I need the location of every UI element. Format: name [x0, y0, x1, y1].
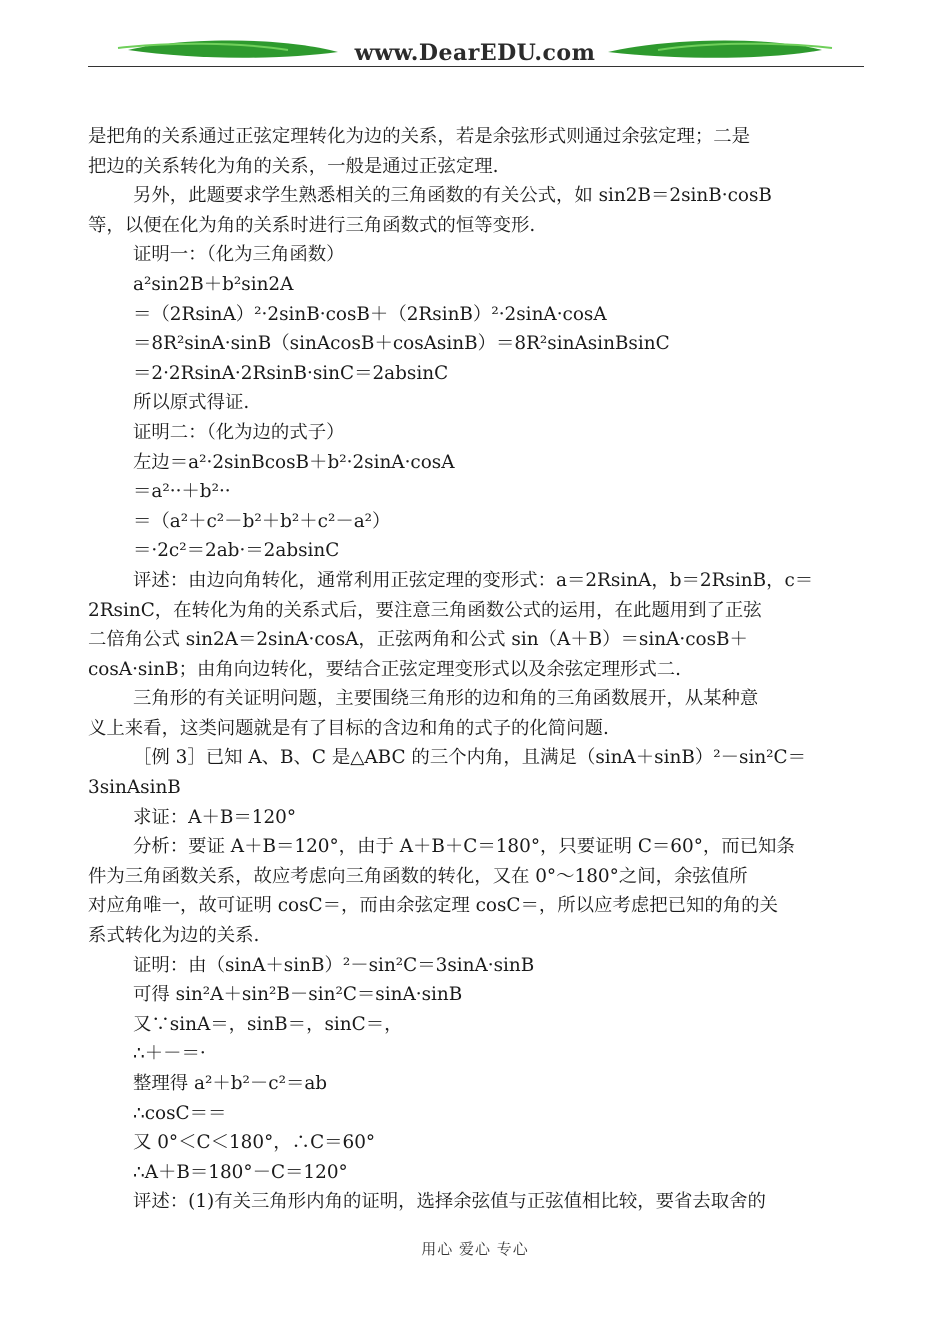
page-footer: 用心 爱心 专心: [421, 1240, 529, 1258]
text-line: ＝（2RsinA）²·2sinB·cosB＋（2RsinB）²·2sinA·cosA: [133, 303, 607, 325]
text-line: ［例 3］已知 A、B、C 是△ABC 的三个内角，且满足（sinA＋sinB）²－sin²C＝: [133, 747, 807, 769]
text-line: 系式转化为边的关系.: [88, 925, 260, 947]
text-line: ＝8R²sinA·sinB（sinAcosB＋cosAsinB）＝8R²sinAsinBsinC: [133, 333, 670, 355]
text-line: 整理得 a²＋b²－c²＝ab: [133, 1073, 328, 1094]
text-line: ∴A＋B＝180°－C＝120°: [133, 1161, 348, 1183]
text-line: ＝·2c²＝2ab·＝2absinC: [133, 540, 340, 562]
text-line: ∴＋－＝·: [133, 1043, 206, 1065]
text-line: ∴cosC＝＝: [133, 1102, 227, 1124]
text-line: a²sin2B＋b²sin2A: [133, 273, 294, 295]
text-line: 另外，此题要求学生熟悉相关的三角函数的有关公式，如 sin2B＝2sinB·cosB: [133, 185, 772, 207]
text-line: 又∵sinA＝，sinB＝，sinC＝，: [133, 1013, 403, 1035]
text-line: 求证：A＋B＝120°: [133, 806, 297, 828]
text-line: 分析：要证 A＋B＝120°，由于 A＋B＋C＝180°，只要证明 C＝60°，而已知条: [133, 836, 795, 858]
text-line: 义上来看，这类问题就是有了目标的含边和角的式子的化简问题.: [88, 717, 609, 739]
text-line: 所以原式得证.: [133, 392, 250, 414]
document-body: [88, 122, 866, 1217]
text-line: cosA·sinB；由角向边转化，要结合正弦定理变形式以及余弦定理形式二.: [88, 658, 682, 680]
text-line: 3sinAsinB: [88, 777, 181, 799]
text-line: 把边的关系转化为角的关系，一般是通过正弦定理.: [88, 155, 499, 177]
text-line: 对应角唯一，故可证明 cosC＝，而由余弦定理 cosC＝，所以应考虑把已知的角的关: [88, 895, 778, 917]
text-line: 2RsinC，在转化为角的关系式后，要注意三角函数公式的运用，在此题用到了正弦: [88, 599, 762, 621]
text-line: 又 0°＜C＜180°，∴C＝60°: [133, 1132, 376, 1154]
text-line: 是把角的关系通过正弦定理转化为边的关系，若是余弦形式则通过余弦定理；二是: [88, 126, 751, 147]
text-line: 可得 sin²A＋sin²B－sin²C＝sinA·sinB: [133, 984, 463, 1006]
text-line: 左边＝a²·2sinBcosB＋b²·2sinA·cosA: [133, 451, 455, 473]
text-line: 二倍角公式 sin2A＝2sinA·cosA，正弦两角和公式 sin（A＋B）＝sinA·cosB＋: [88, 629, 748, 651]
text-line: ＝2·2RsinA·2RsinB·sinC＝2absinC: [133, 362, 449, 384]
text-line: ＝（a²＋c²－b²＋b²＋c²－a²）: [133, 510, 391, 532]
text-line: 评述：(1)有关三角形内角的证明，选择余弦值与正弦值相比较，要省去取舍的: [133, 1191, 766, 1213]
text-line: 件为三角函数关系，故应考虑向三角函数的转化，又在 0°～180°之间，余弦值所: [88, 865, 748, 887]
text-line: 评述：由边向角转化，通常利用正弦定理的变形式：a＝2RsinA，b＝2RsinB，c＝: [133, 569, 814, 591]
text-line: 证明二：（化为边的式子）: [133, 421, 345, 443]
site-url: www.DearEDU.com: [354, 40, 596, 66]
text-line: ＝a²··＋b²··: [133, 481, 231, 503]
text-line: 三角形的有关证明问题，主要围绕三角形的边和角的三角函数展开，从某种意: [133, 688, 759, 710]
header-divider: [88, 66, 864, 67]
text-line: 等，以便在化为角的关系时进行三角函数式的恒等变形.: [88, 214, 536, 236]
text-line: 证明：由（sinA＋sinB）²－sin²C＝3sinA·sinB: [133, 954, 535, 976]
text-line: 证明一：（化为三角函数）: [133, 244, 345, 266]
